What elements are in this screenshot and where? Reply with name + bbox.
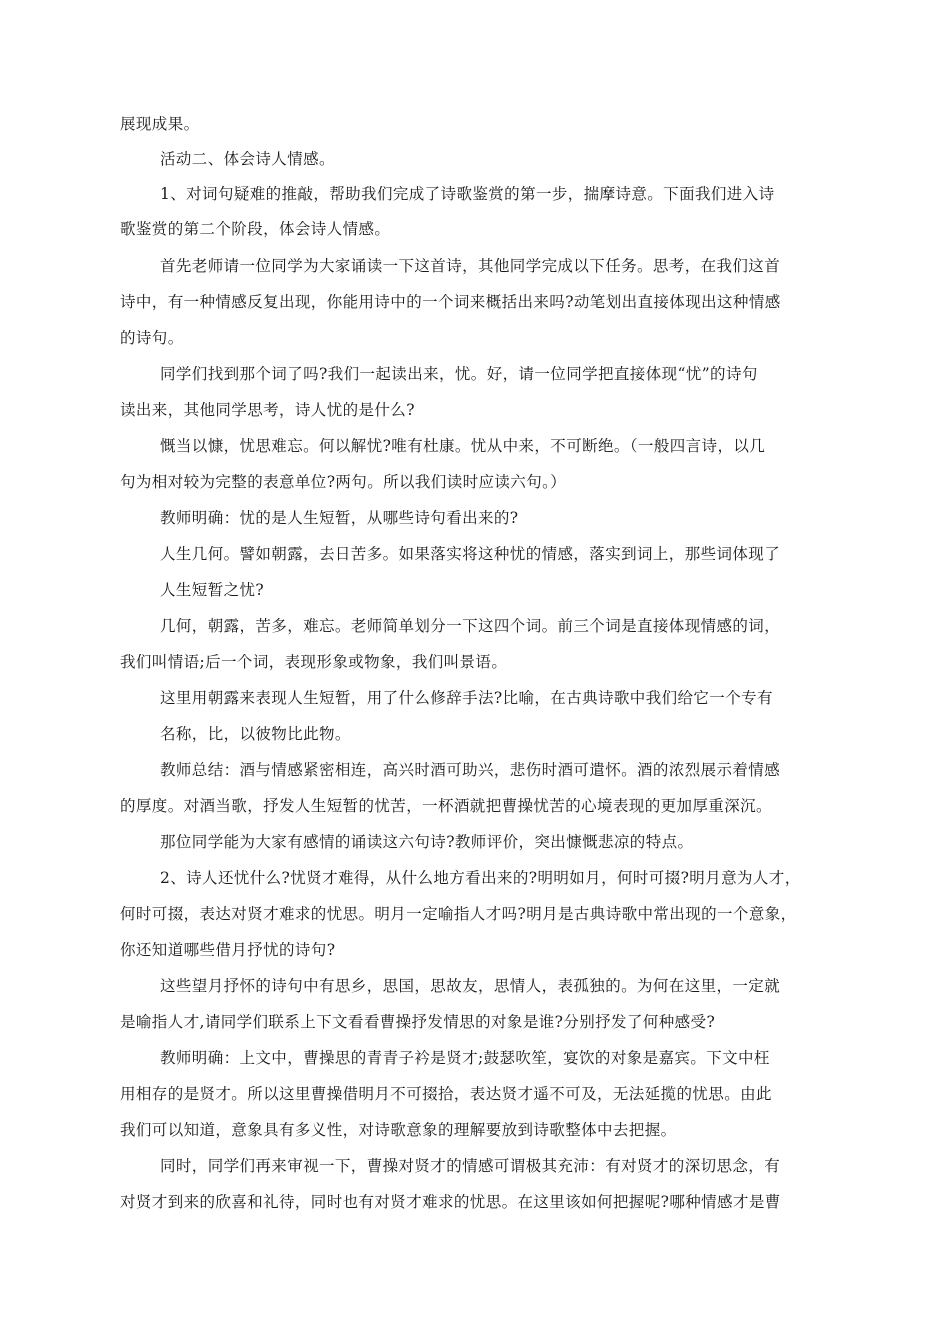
text-line: 是喻指人才,请同学们联系上下文看看曹操抒发情思的对象是谁?分别抒发了何种感受? xyxy=(120,1013,716,1031)
text-line: 这里用朝露来表现人生短暂，用了什么修辞手法?比喻，在古典诗歌中我们给它一个专有 xyxy=(160,689,773,707)
text-line: 人生几何。譬如朝露，去日苦多。如果落实将这种忧的情感，落实到词上，那些词体现了 xyxy=(160,545,781,563)
text-line: 的厚度。对酒当歌，抒发人生短暂的忧苦，一杯酒就把曹操忧苦的心境表现的更加厚重深沉。 xyxy=(120,797,772,815)
text-line: 读出来，其他同学思考，诗人忧的是什么? xyxy=(120,401,415,419)
text-line: 我们叫情语;后一个词，表现形象或物象，我们叫景语。 xyxy=(120,653,508,671)
text-line: 名称，比，以彼物比此物。 xyxy=(160,725,351,743)
text-line: 慨当以慷，忧思难忘。何以解忧?唯有杜康。忧从中来，不可断绝。（一般四言诗，以几 xyxy=(160,437,766,455)
text-line: 首先老师请一位同学为大家诵读一下这首诗，其他同学完成以下任务。思考，在我们这首 xyxy=(160,257,781,275)
text-line: 何时可掇，表达对贤才难求的忧思。明月一定喻指人才吗?明月是古典诗歌中常出现的一个意象， xyxy=(120,905,797,923)
text-line: 诗中，有一种情感反复出现，你能用诗中的一个词来概括出来吗?动笔划出直接体现出这种情感 xyxy=(120,293,781,311)
text-line: 同学们找到那个词了吗?我们一起读出来，忧。好，请一位同学把直接体现“忧”的诗句 xyxy=(160,365,758,383)
activity-heading: 活动二、体会诗人情感。 xyxy=(160,150,335,168)
text-line: 这些望月抒怀的诗句中有思乡，思国，思故友，思情人，表孤独的。为何在这里，一定就 xyxy=(160,977,781,995)
text-line: 句为相对较为完整的表意单位?两句。所以我们读时应读六句。） xyxy=(120,473,567,491)
text-line: 同时，同学们再来审视一下，曹操对贤才的情感可谓极其充沛：有对贤才的深切思念，有 xyxy=(160,1157,781,1175)
text-line: 1、对词句疑难的推敲，帮助我们完成了诗歌鉴赏的第一步，揣摩诗意。下面我们进入诗 xyxy=(160,185,775,203)
text-line: 用相存的是贤才。所以这里曹操借明月不可掇拾，表达贤才遥不可及，无法延揽的忧思。由此 xyxy=(120,1085,772,1103)
text-line: 教师明确：上文中，曹操思的青青子衿是贤才;鼓瑟吹笙，宴饮的对象是嘉宾。下文中枉 xyxy=(160,1049,770,1067)
text-line: 你还知道哪些借月抒忧的诗句? xyxy=(120,941,336,959)
text-line: 那位同学能为大家有感情的诵读这六句诗?教师评价，突出慷慨悲凉的特点。 xyxy=(160,833,694,851)
text-line: 歌鉴赏的第二个阶段，体会诗人情感。 xyxy=(120,220,391,238)
text-line: 的诗句。 xyxy=(120,329,184,347)
text-line: 展现成果。 xyxy=(120,115,200,133)
text-line: 几何，朝露，苦多，难忘。老师简单划分一下这四个词。前三个词是直接体现情感的词， xyxy=(160,617,781,635)
text-line: 人生短暂之忧? xyxy=(160,581,265,599)
text-line: 我们可以知道，意象具有多义性，对诗歌意象的理解要放到诗歌整体中去把握。 xyxy=(120,1121,677,1139)
text-line: 对贤才到来的欣喜和礼待，同时也有对贤才难求的忧思。在这里该如何把握呢?哪种情感才是曹 xyxy=(120,1193,781,1211)
text-line: 2、诗人还忧什么?忧贤才难得，从什么地方看出来的?明明如月，何时可掇?明月意为人才， xyxy=(160,869,801,887)
text-line: 教师总结：酒与情感紧密相连，高兴时酒可助兴，悲伤时酒可遣怀。酒的浓烈展示着情感 xyxy=(160,761,781,779)
text-line: 教师明确：忧的是人生短暂，从哪些诗句看出来的? xyxy=(160,509,519,527)
